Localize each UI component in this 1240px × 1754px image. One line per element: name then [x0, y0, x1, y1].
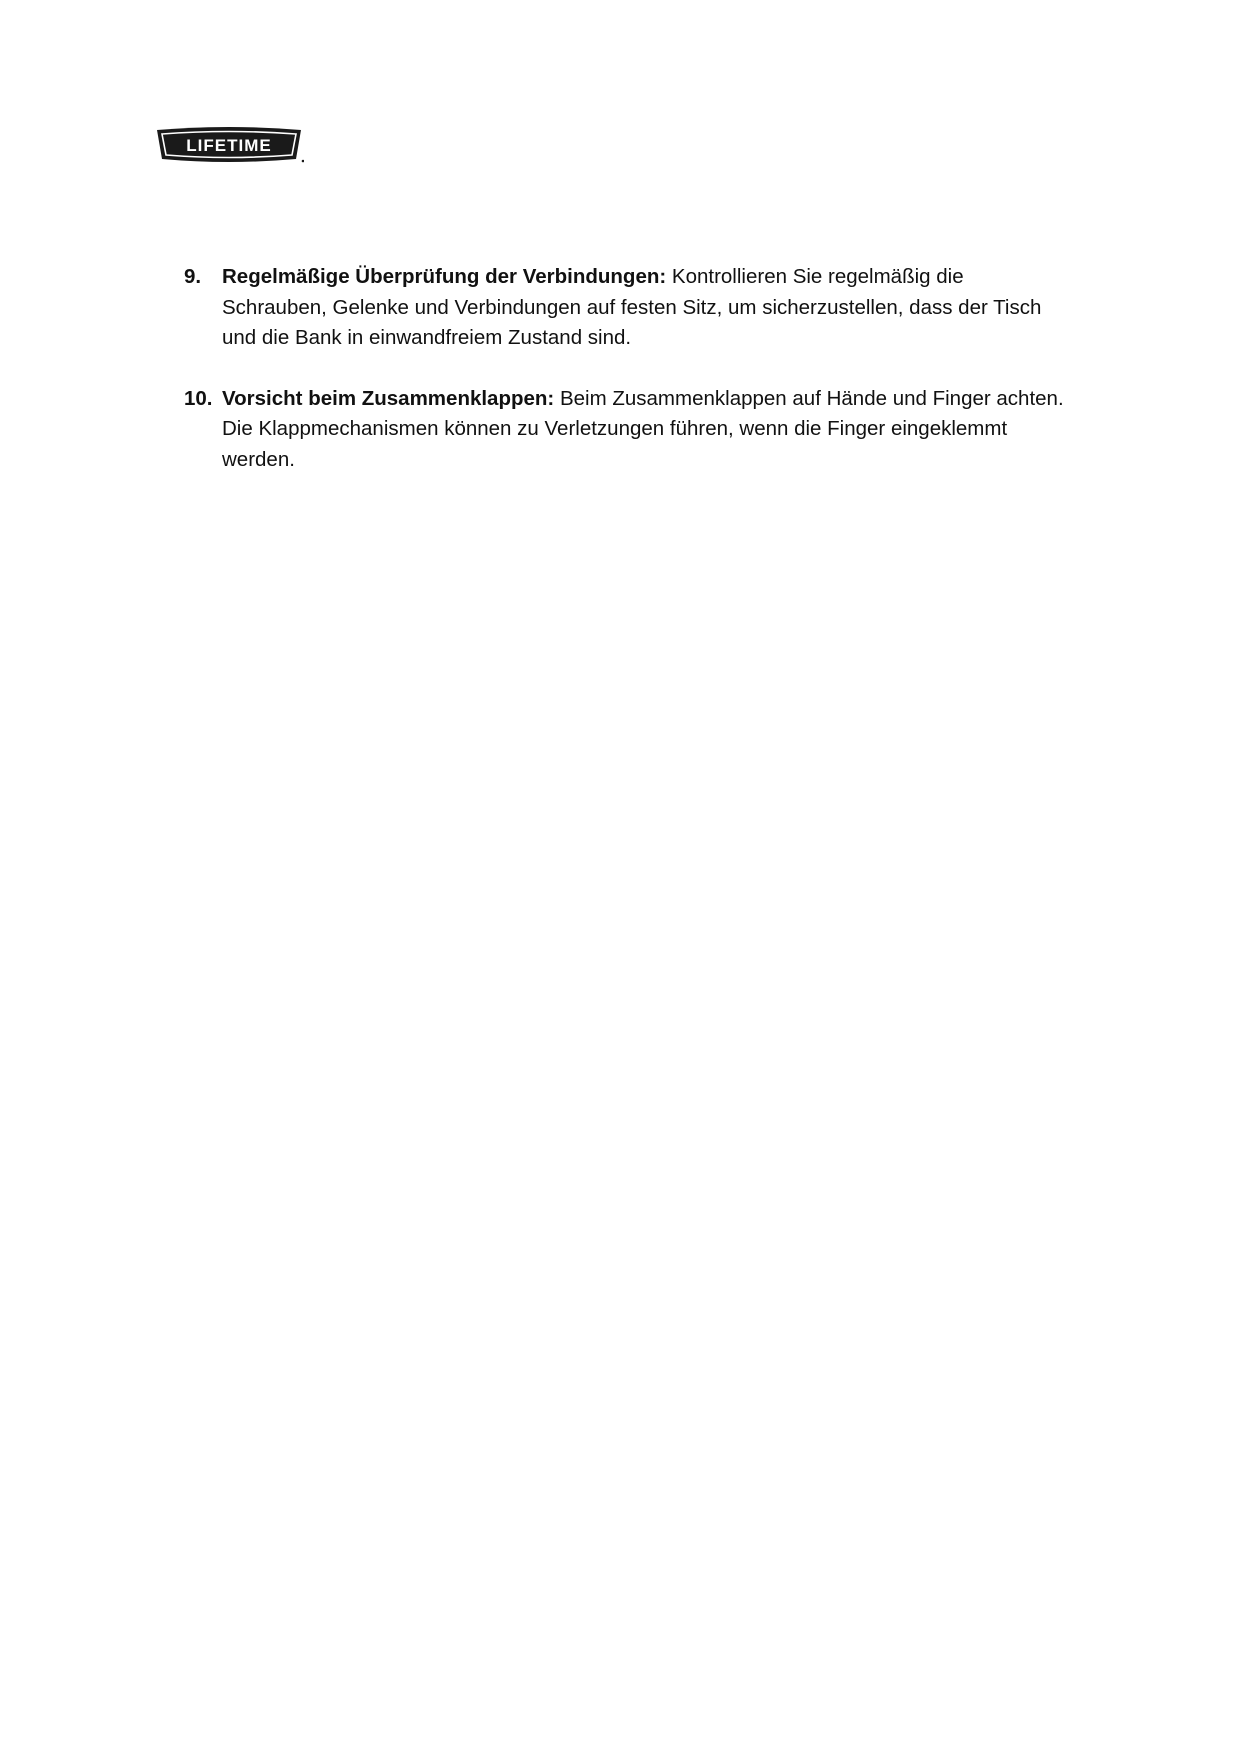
logo-text: LIFETIME [186, 136, 272, 155]
lifetime-logo [154, 126, 304, 164]
instruction-list [184, 262, 1064, 505]
registered-mark-icon [302, 160, 304, 163]
item-number: 10. [184, 386, 213, 410]
item-text: Beim Zusammenklappen auf Hände und Finger achten. Die Klappmechanismen können zu Verletzungen führen, wenn die Finger eingeklemmt werden. [222, 386, 1064, 471]
item-text: Kontrollieren Sie regelmäßig die Schrauben, Gelenke und Verbindungen auf festen Sitz, um sicherzustellen, dass der Tisch und die Bank in einwandfreiem Zustand sind. [222, 265, 1042, 349]
instruction-item [184, 384, 1064, 476]
instruction-item [184, 262, 1064, 354]
item-title: Vorsicht beim Zusammenklappen: [222, 386, 560, 410]
item-title: Regelmäßige Überprüfung der Verbindungen: [222, 265, 672, 288]
item-number: 9. [184, 265, 202, 288]
